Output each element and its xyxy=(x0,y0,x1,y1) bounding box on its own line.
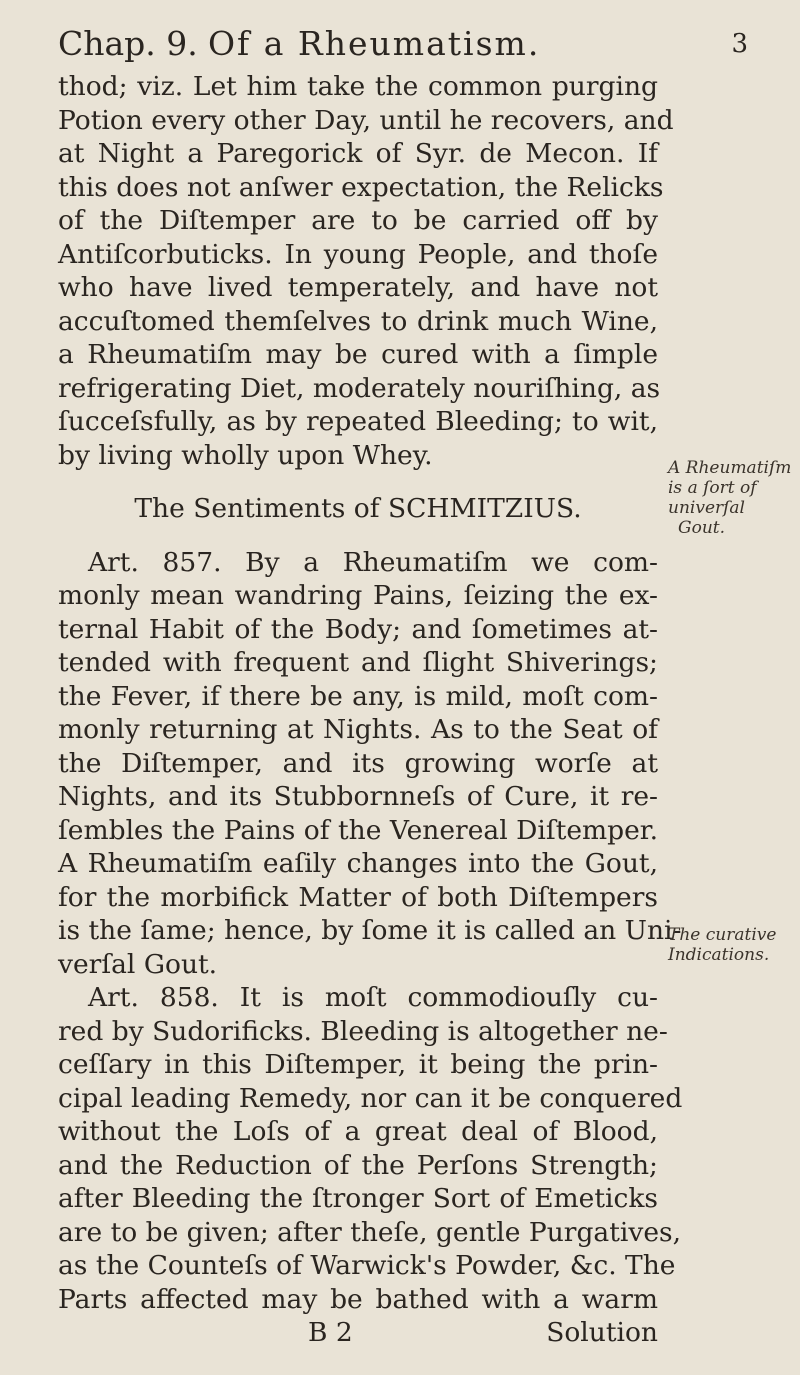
article-857-line: the Diſtemper, and its growing worſe at xyxy=(58,747,658,779)
article-858-line: cipal leading Remedy, nor can it be conquered xyxy=(58,1082,683,1114)
marginal-note-curative xyxy=(668,925,798,965)
article-857-line: Art. 857. By a Rheumatiſm we com- xyxy=(88,546,658,578)
article-857-line: monly mean wandring Pains, ſeizing the ex- xyxy=(58,580,658,611)
article-857-line: tended with frequent and ſlight Shiverings; xyxy=(58,647,658,678)
text-line: accuſtomed themſelves to drink much Wine, xyxy=(58,305,658,337)
article-858-line: and the Reduction of the Perſons Strength; xyxy=(58,1149,658,1181)
article-858-line: as the Counteſs of Warwick's Powder, &c. The xyxy=(58,1250,676,1281)
article-857-line: monly returning at Nights. As to the Seat of xyxy=(58,714,658,745)
article-858-line: ceſſary in this Diſtemper, it being the prin- xyxy=(58,1049,658,1080)
text-line: a Rheumatiſm may be cured with a ſimple xyxy=(58,339,658,370)
article-858-line: after Bleeding the ſtronger Sort of Emeticks xyxy=(58,1183,658,1214)
marginal-note-gout xyxy=(668,458,798,538)
catchword: Solution xyxy=(546,1317,658,1348)
article-858-line: Parts affected may be bathed with a warm xyxy=(58,1283,658,1315)
margin-line: A Rheumatiſm xyxy=(668,458,792,478)
margin-line: is a ſort of xyxy=(668,478,757,498)
article-857-line: verſal Gout. xyxy=(58,948,218,980)
margin-line: The curative xyxy=(668,925,777,945)
text-line: at Night a Paregorick of Syr. de Mecon. If xyxy=(58,138,658,169)
margin-line: Gout. xyxy=(678,518,725,538)
article-858-line: without the Loſs of a great deal of Blood, xyxy=(58,1116,658,1147)
text-line: thod; viz. Let him take the common purging xyxy=(58,71,658,102)
margin-line: univerſal xyxy=(668,498,745,518)
text-line: who have lived temperately, and have not xyxy=(58,272,658,303)
article-858-line: red by Sudorificks. Bleeding is altogether ne- xyxy=(58,1015,668,1047)
margin-line: Indications. xyxy=(668,945,770,965)
article-857-line: A Rheumatiſm eaſily changes into the Gout, xyxy=(58,848,658,879)
text-line: refrigerating Diet, moderately nouriſhing, as xyxy=(58,372,661,404)
section-heading: The Sentiments of SCHMITZIUS. xyxy=(134,493,582,524)
text-line: ſucceſsfully, as by repeated Bleeding; to wit, xyxy=(58,406,658,437)
page-number: 3 xyxy=(731,29,748,59)
text-line: by living wholly upon Whey. xyxy=(58,439,433,471)
running-header xyxy=(58,22,748,66)
article-857-line: ternal Habit of the Body; and ſometimes at- xyxy=(58,613,658,645)
running-title: Of a Rheumatism. xyxy=(208,24,541,63)
article-857-line: the Fever, if there be any, is mild, moſt com- xyxy=(58,680,658,712)
chapter-label: Chap. 9. xyxy=(58,24,198,63)
footer-line xyxy=(58,1316,658,1350)
signature-mark: B 2 xyxy=(308,1317,353,1348)
article-857-line: is the ſame; hence, by ſome it is called an Uni- xyxy=(58,915,682,946)
main-text xyxy=(58,70,683,1350)
text-line: Potion every other Day, until he recovers, and xyxy=(58,104,674,136)
article-857-line: for the morbifick Matter of both Diſtempers xyxy=(58,881,658,913)
text-line: this does not anſwer expectation, the Relicks xyxy=(58,171,664,203)
article-857-line: Nights, and its Stubbornneſs of Cure, it re- xyxy=(58,781,658,812)
text-line: Antiſcorbuticks. In young People, and thoſe xyxy=(58,238,658,270)
text-line: of the Diſtemper are to be carried off by xyxy=(58,205,658,236)
article-857-line: ſembles the Pains of the Venereal Diſtemper. xyxy=(58,814,658,846)
article-858-line: Art. 858. It is moſt commodiouſly cu- xyxy=(88,982,658,1013)
article-858-line: are to be given; after theſe, gentle Purgatives, xyxy=(58,1216,682,1248)
